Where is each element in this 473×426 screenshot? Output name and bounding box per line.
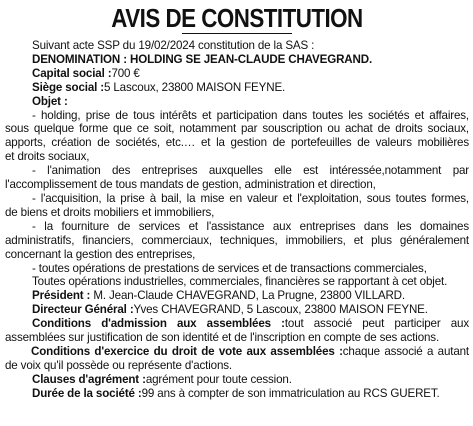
objet-text-line: - toutes opérations de prestations de services et de transactions commerciales,	[32, 261, 427, 275]
vote-label: Conditions d'exercice du droit de vote aux assemblées :	[31, 344, 343, 358]
capital-value: 700 €	[111, 66, 140, 80]
objet-text-line: concernant la gestion des entreprises,	[5, 247, 196, 261]
objet-text-line: Toutes opérations industrielles, commerciales, financières se rapportant à cet objet.	[32, 275, 448, 289]
denomination-label: DENOMINATION : HOLDING SE JEAN-CLAUDE CHAVEGRAND.	[32, 52, 373, 66]
objet-text-line: et droits sociaux,	[5, 150, 90, 164]
directeur-label: Directeur Général :	[32, 303, 134, 317]
directeur-value: Yves CHAVEGRAND, 5 Lascoux, 23800 MAISON FEYNE.	[133, 303, 428, 317]
vote-value: chaque associé a autant	[342, 344, 469, 358]
objet-text-line: l'accomplissement de tous mandats de gestion, administration et direction,	[5, 178, 376, 192]
notice-body	[5, 39, 469, 401]
admission-label: Conditions d'admission aux assemblées :	[32, 317, 285, 331]
directeur-line	[5, 303, 469, 317]
objet-text-line: apports, création de sociétés, etc.… et la gestion de portefeuilles de valeurs mobilières	[5, 136, 469, 150]
objet-text-line: - l'animation des entreprises auxquelles elle est intéressée,notamment par	[32, 164, 469, 178]
objet-text-line: de biens et droits mobiliers et immobiliers,	[5, 205, 215, 219]
vote-line	[5, 345, 469, 359]
president-value: M. Jean-Claude CHAVEGRAND, La Prugne, 23800 VILLARD.	[93, 289, 405, 303]
objet-line	[5, 95, 469, 109]
capital-line	[5, 67, 469, 81]
objet-text-line: sous quelque forme que ce soit, notamment par souscription ou achat de droits sociaux,	[5, 122, 469, 136]
objet-text-line: administratifs, financiers, commerciaux, techniques, immobiliers, et plus généralement	[5, 233, 469, 247]
agrement-line	[5, 373, 469, 387]
siege-value: 5 Lascoux, 23800 MAISON FEYNE.	[104, 80, 286, 94]
notice-title: AVIS DE CONSTITUTION	[111, 3, 363, 33]
duree-line	[5, 387, 469, 401]
objet-label: Objet :	[32, 94, 68, 108]
capital-label: Capital social :	[32, 66, 112, 80]
denomination-line	[5, 53, 469, 67]
title-underline	[182, 33, 292, 34]
duree-value: 99 ans à compter de son immatriculation au RCS GUERET.	[141, 386, 440, 400]
objet-text-line: - l'acquisition, la prise à bail, la mise en valeur et l'exploitation, sous toutes formes,	[32, 191, 469, 205]
duree-label: Durée de la société :	[32, 386, 142, 400]
siege-label: Siège social :	[32, 80, 105, 94]
siege-line	[5, 81, 469, 95]
objet-text-line: - la fourniture de services et l'assistance aux entreprises dans les domaines	[32, 219, 469, 233]
vote-continuation: de voix qu'il possède ou représente d'actions.	[5, 358, 232, 372]
agrement-value: agrément pour toute cession.	[145, 372, 292, 386]
agrement-label: Clauses d'agrément :	[32, 372, 146, 386]
president-label: Président :	[32, 289, 91, 303]
president-line	[5, 289, 469, 303]
admission-continuation: assemblées sur justification de son identité et de l'inscription en compte de ses actions.	[5, 331, 440, 345]
intro-text: Suivant acte SSP du 19/02/2024 constitution de la SAS :	[32, 39, 315, 52]
objet-text-line: - holding, prise de tous intérêts et participation dans toutes les sociétés et affaires,	[32, 108, 469, 122]
admission-line	[5, 317, 469, 331]
admission-value: tout associé peut participer aux	[284, 317, 469, 331]
